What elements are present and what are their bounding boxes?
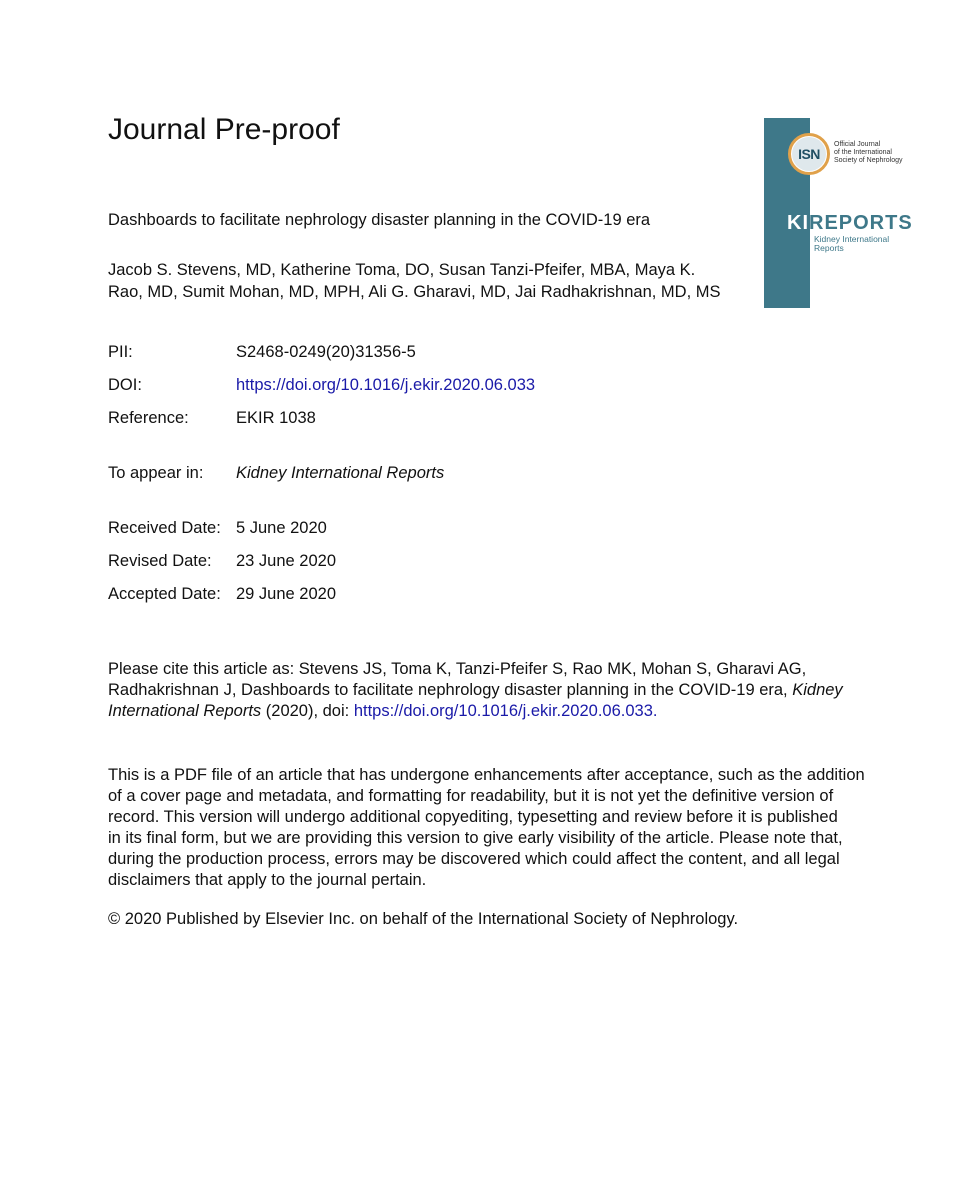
citation-journal: Kidney <box>792 681 843 699</box>
accepted-date-value: 29 June 2020 <box>236 585 337 603</box>
notice-line: This is a PDF file of an article that has undergone enhancements after acceptance, such as the addition <box>108 766 865 784</box>
citation-line: Please cite this article as: Stevens JS, Toma K, Tanzi-Pfeifer S, Rao MK, Mohan S, Gharavi AG, <box>108 660 807 678</box>
official-line: Society of Nephrology <box>834 157 903 164</box>
official-journal-text <box>834 141 914 165</box>
received-date-label: Received Date: <box>108 519 221 537</box>
citation-text: Radhakrishnan J, Dashboards to facilitate nephrology disaster planning in the COVID-19 era, <box>108 681 793 699</box>
isn-badge-icon <box>788 133 830 175</box>
copyright-notice: © 2020 Published by Elsevier Inc. on behalf of the International Society of Nephrology. <box>108 910 739 928</box>
preproof-notice <box>108 765 908 891</box>
revised-date-value: 23 June 2020 <box>236 552 337 570</box>
notice-line: record. This version will undergo additional copyediting, typesetting and review before it is published <box>108 808 838 826</box>
doi-label: DOI: <box>108 376 142 394</box>
revised-date-label: Revised Date: <box>108 552 212 570</box>
appear-in-value: Kidney International Reports <box>236 464 445 482</box>
article-title: Dashboards to facilitate nephrology disaster planning in the COVID-19 era <box>108 211 651 229</box>
citation-line <box>108 701 908 722</box>
doi-link[interactable]: https://doi.org/10.1016/j.ekir.2020.06.033 <box>236 376 536 394</box>
ki-reports-logo <box>787 212 913 235</box>
appear-in-label: To appear in: <box>108 464 204 482</box>
subtitle-line: Kidney International <box>814 234 890 244</box>
author-line: Jacob S. Stevens, MD, Katherine Toma, DO, Susan Tanzi-Pfeifer, MBA, Maya K. <box>108 261 696 279</box>
page-header-title: Journal Pre-proof <box>108 113 340 146</box>
notice-line: during the production process, errors may be discovered which could affect the content, and all legal <box>108 850 840 868</box>
reference-label: Reference: <box>108 409 189 427</box>
ki-logo-text: KI <box>787 212 809 234</box>
notice-line: in its final form, but we are providing this version to give early visibility of the article. Please note that, <box>108 829 843 847</box>
subtitle-line: Reports <box>814 243 844 253</box>
notice-line: of a cover page and metadata, and formatting for readability, but it is not yet the definitive version of <box>108 787 834 805</box>
citation-text: (2020), doi: <box>261 702 354 720</box>
official-line: Official Journal <box>834 141 881 148</box>
accepted-date-label: Accepted Date: <box>108 585 221 603</box>
ki-reports-subtitle <box>814 235 914 253</box>
citation-block <box>108 659 908 722</box>
citation-doi-link[interactable]: https://doi.org/10.1016/j.ekir.2020.06.033 <box>353 702 653 720</box>
reference-value: EKIR 1038 <box>236 409 316 427</box>
citation-end: . <box>652 702 658 720</box>
author-line: Rao, MD, Sumit Mohan, MD, MPH, Ali G. Gharavi, MD, Jai Radhakrishnan, MD, MS <box>108 283 721 301</box>
citation-line <box>108 680 908 701</box>
reports-logo-text: REPORTS <box>809 212 913 234</box>
pii-label: PII: <box>108 343 133 361</box>
received-date-value: 5 June 2020 <box>236 519 327 537</box>
isn-badge-text: ISN <box>798 146 820 162</box>
notice-line: disclaimers that apply to the journal pertain. <box>108 871 427 889</box>
pii-value: S2468-0249(20)31356-5 <box>236 343 416 361</box>
citation-journal: International Reports <box>108 702 262 720</box>
official-line: of the International <box>834 149 892 156</box>
author-list <box>108 259 768 303</box>
